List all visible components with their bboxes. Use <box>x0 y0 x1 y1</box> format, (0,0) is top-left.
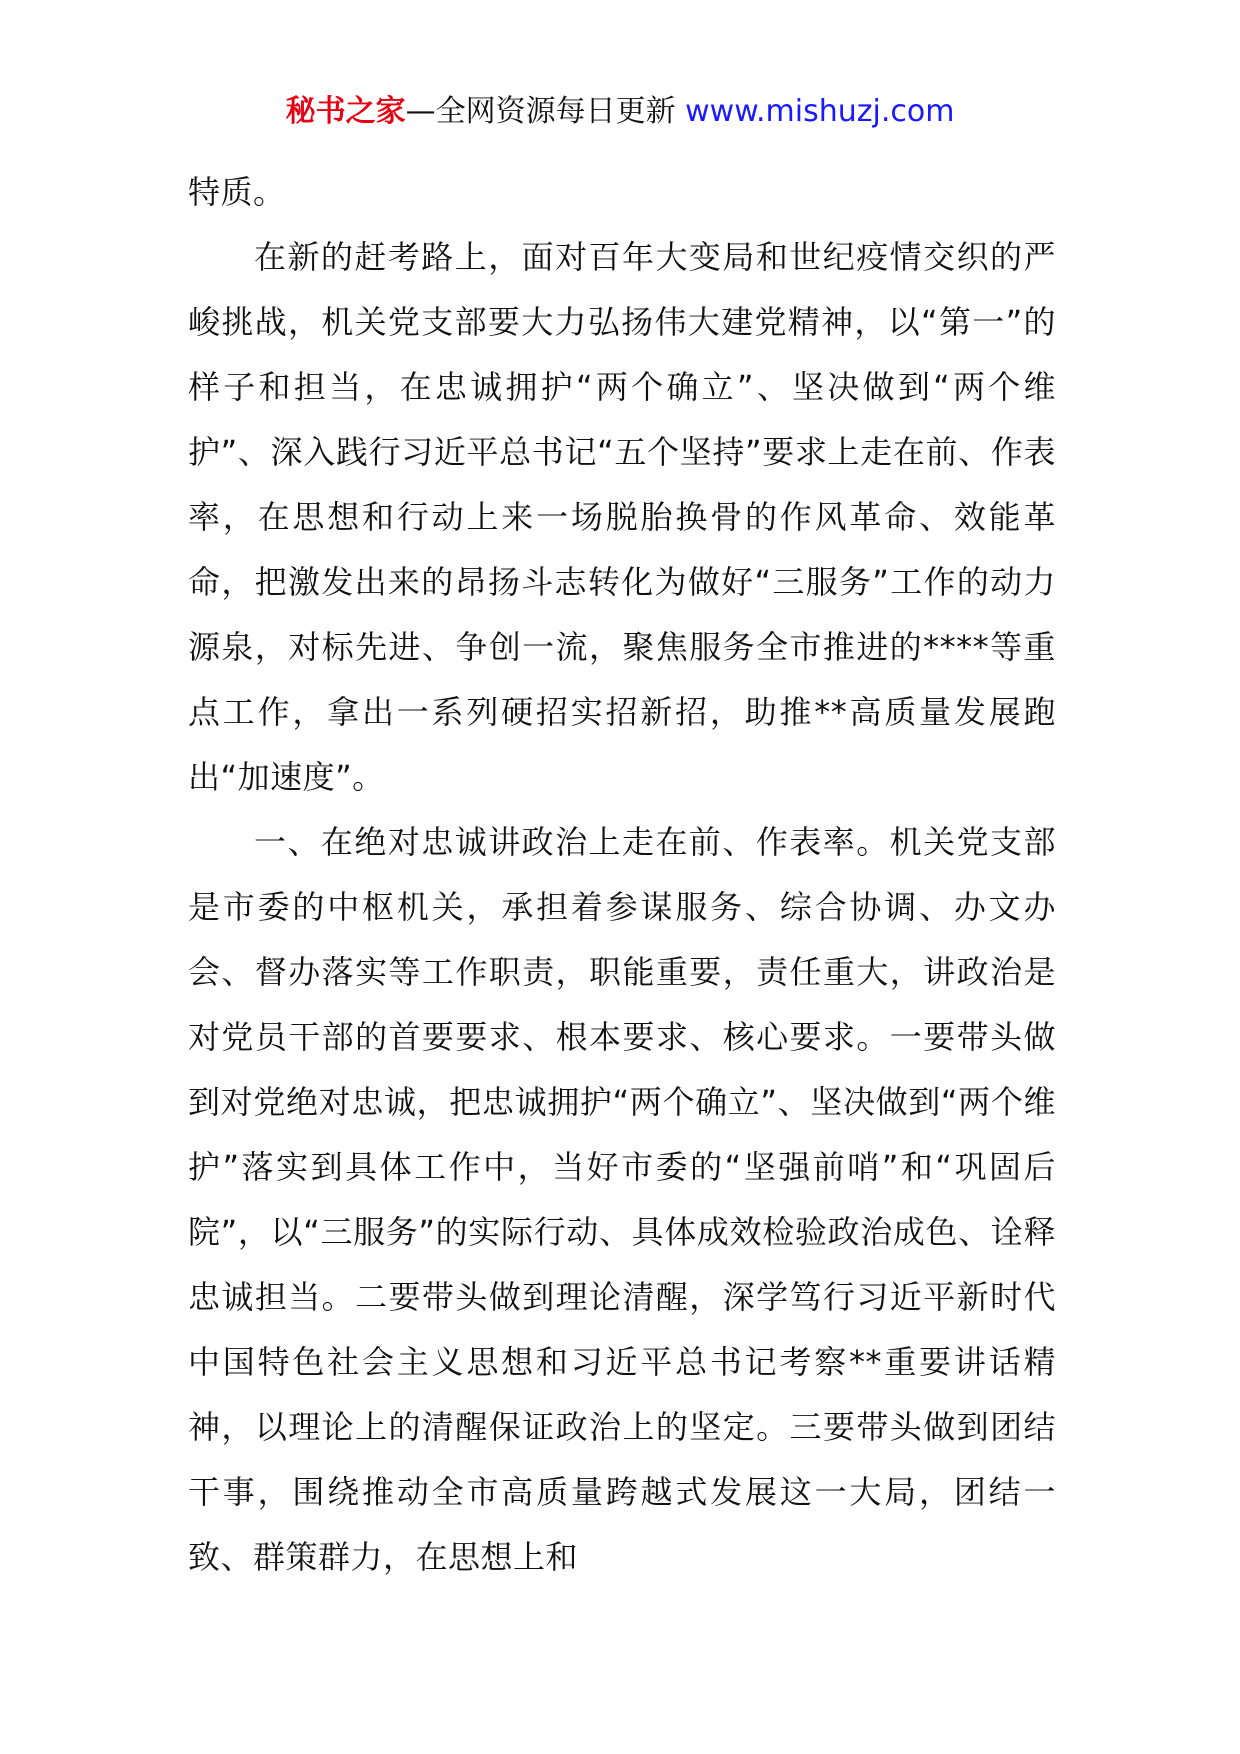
document-body <box>188 160 1056 1590</box>
paragraph-section-one: 一、在绝对忠诚讲政治上走在前、作表率。机关党支部是市委的中枢机关，承担着参谋服务、综合协调、办文办会、督办落实等工作职责，职能重要，责任重大，讲政治是对党员干部的首要要求、根本要求、核心要求。一要带头做到对党绝对忠诚，把忠诚拥护“两个确立”、坚决做到“两个维护”落实到具体工作中，当好市委的“坚强前哨”和“巩固后院”，以“三服务”的实际行动、具体成效检验政治成色、诠释忠诚担当。二要带头做到理论清醒，深学笃行习近平新时代中国特色社会主义思想和习近平总书记考察**重要讲话精神，以理论上的清醒保证政治上的坚定。三要带头做到团结干事，围绕推动全市高质量跨越式发展这一大局，团结一致、群策群力，在思想上和 <box>188 823 1056 1576</box>
site-header <box>0 90 1240 134</box>
paragraph-intro: 在新的赶考路上，面对百年大变局和世纪疫情交织的严峻挑战，机关党支部要大力弘扬伟大建党精神，以“第一”的样子和担当，在忠诚拥护“两个确立”、坚决做到“两个维护”、深入践行习近平总书记“五个坚持”要求上走在前、作表率，在思想和行动上来一场脱胎换骨的作风革命、效能革命，把激发出来的昂扬斗志转化为做好“三服务”工作的动力源泉，对标先进、争创一流，聚焦服务全市推进的****等重点工作，拿出一系列硬招实招新招，助推**高质量发展跑出“加速度”。 <box>188 238 1056 796</box>
site-slogan: —全网资源每日更新 <box>405 94 686 129</box>
site-brand: 秘书之家 <box>285 94 406 129</box>
site-url[interactable]: www.mishuzj.com <box>685 94 955 129</box>
paragraph-continuation: 特质。 <box>188 173 286 211</box>
